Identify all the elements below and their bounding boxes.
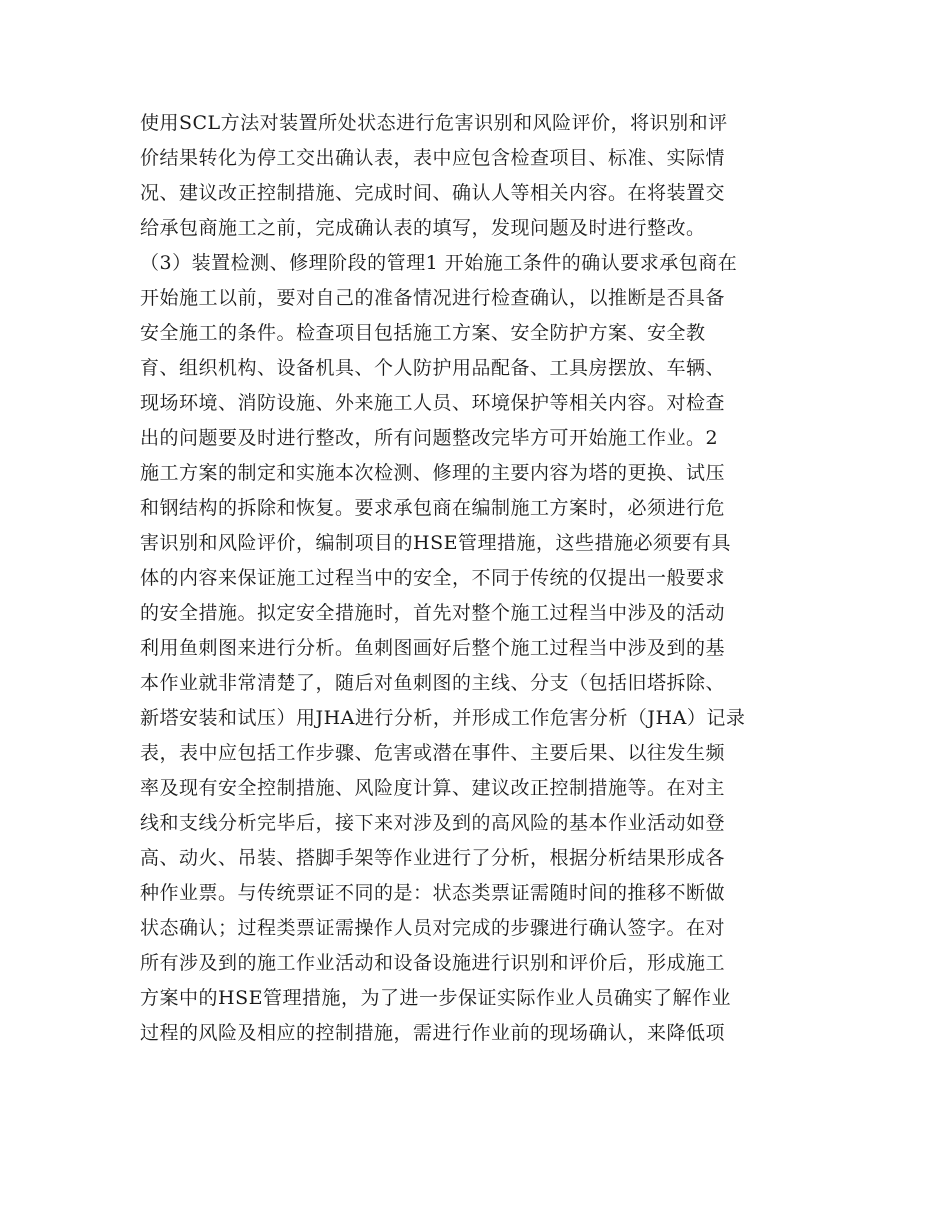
text-line: 本作业就非常清楚了，随后对鱼刺图的主线、分支（包括旧塔拆除、 [140,672,726,694]
text-line: 过程的风险及相应的控制措施，需进行作业前的现场确认，来降低项 [140,1022,726,1044]
text-line: 出的问题要及时进行整改，所有问题整改完毕方可开始施工作业。2 [140,427,719,449]
text-line: 况、建议改正控制措施、完成时间、确认人等相关内容。在将装置交 [140,182,726,204]
text-line: 表，表中应包括工作步骤、危害或潜在事件、主要后果、以往发生频 [140,742,726,764]
text-line: 高、动火、吊装、搭脚手架等作业进行了分析，根据分析结果形成各 [140,847,726,869]
body-text [140,106,820,1051]
text-line: 现场环境、消防设施、外来施工人员、环境保护等相关内容。对检查 [140,392,726,414]
text-line: （3）装置检测、修理阶段的管理1 开始施工条件的确认要求承包商在 [140,252,738,274]
text-line: 所有涉及到的施工作业活动和设备设施进行识别和评价后，形成施工 [140,952,726,974]
text-line: 施工方案的制定和实施本次检测、修理的主要内容为塔的更换、试压 [140,462,726,484]
text-line: 价结果转化为停工交出确认表，表中应包含检查项目、标准、实际情 [140,147,726,169]
text-line: 安全施工的条件。检查项目包括施工方案、安全防护方案、安全教 [140,322,706,344]
text-line: 种作业票。与传统票证不同的是：状态类票证需随时间的推移不断做 [140,882,726,904]
text-line: 率及现有安全控制措施、风险度计算、建议改正控制措施等。在对主 [140,777,726,799]
text-line: 线和支线分析完毕后，接下来对涉及到的高风险的基本作业活动如登 [140,812,726,834]
text-line: 育、组织机构、设备机具、个人防护用品配备、工具房摆放、车辆、 [140,357,726,379]
text-line: 状态确认；过程类票证需操作人员对完成的步骤进行确认签字。在对 [140,917,726,939]
text-line: 方案中的HSE管理措施，为了进一步保证实际作业人员确实了解作业 [140,987,731,1009]
text-line: 体的内容来保证施工过程当中的安全，不同于传统的仅提出一般要求 [140,567,726,589]
text-line: 开始施工以前，要对自己的准备情况进行检查确认，以推断是否具备 [140,287,726,309]
text-line: 的安全措施。拟定安全措施时，首先对整个施工过程当中涉及的活动 [140,602,726,624]
text-line: 害识别和风险评价，编制项目的HSE管理措施，这些措施必须要有具 [140,532,731,554]
text-line: 利用鱼刺图来进行分析。鱼刺图画好后整个施工过程当中涉及到的基 [140,637,726,659]
text-line: 新塔安装和试压）用JHA进行分析，并形成工作危害分析（JHA）记录 [140,707,746,729]
text-line: 使用SCL方法对装置所处状态进行危害识别和风险评价，将识别和评 [140,112,728,134]
text-line: 和钢结构的拆除和恢复。要求承包商在编制施工方案时，必须进行危 [140,497,726,519]
text-line: 给承包商施工之前，完成确认表的填写，发现问题及时进行整改。 [140,217,706,239]
